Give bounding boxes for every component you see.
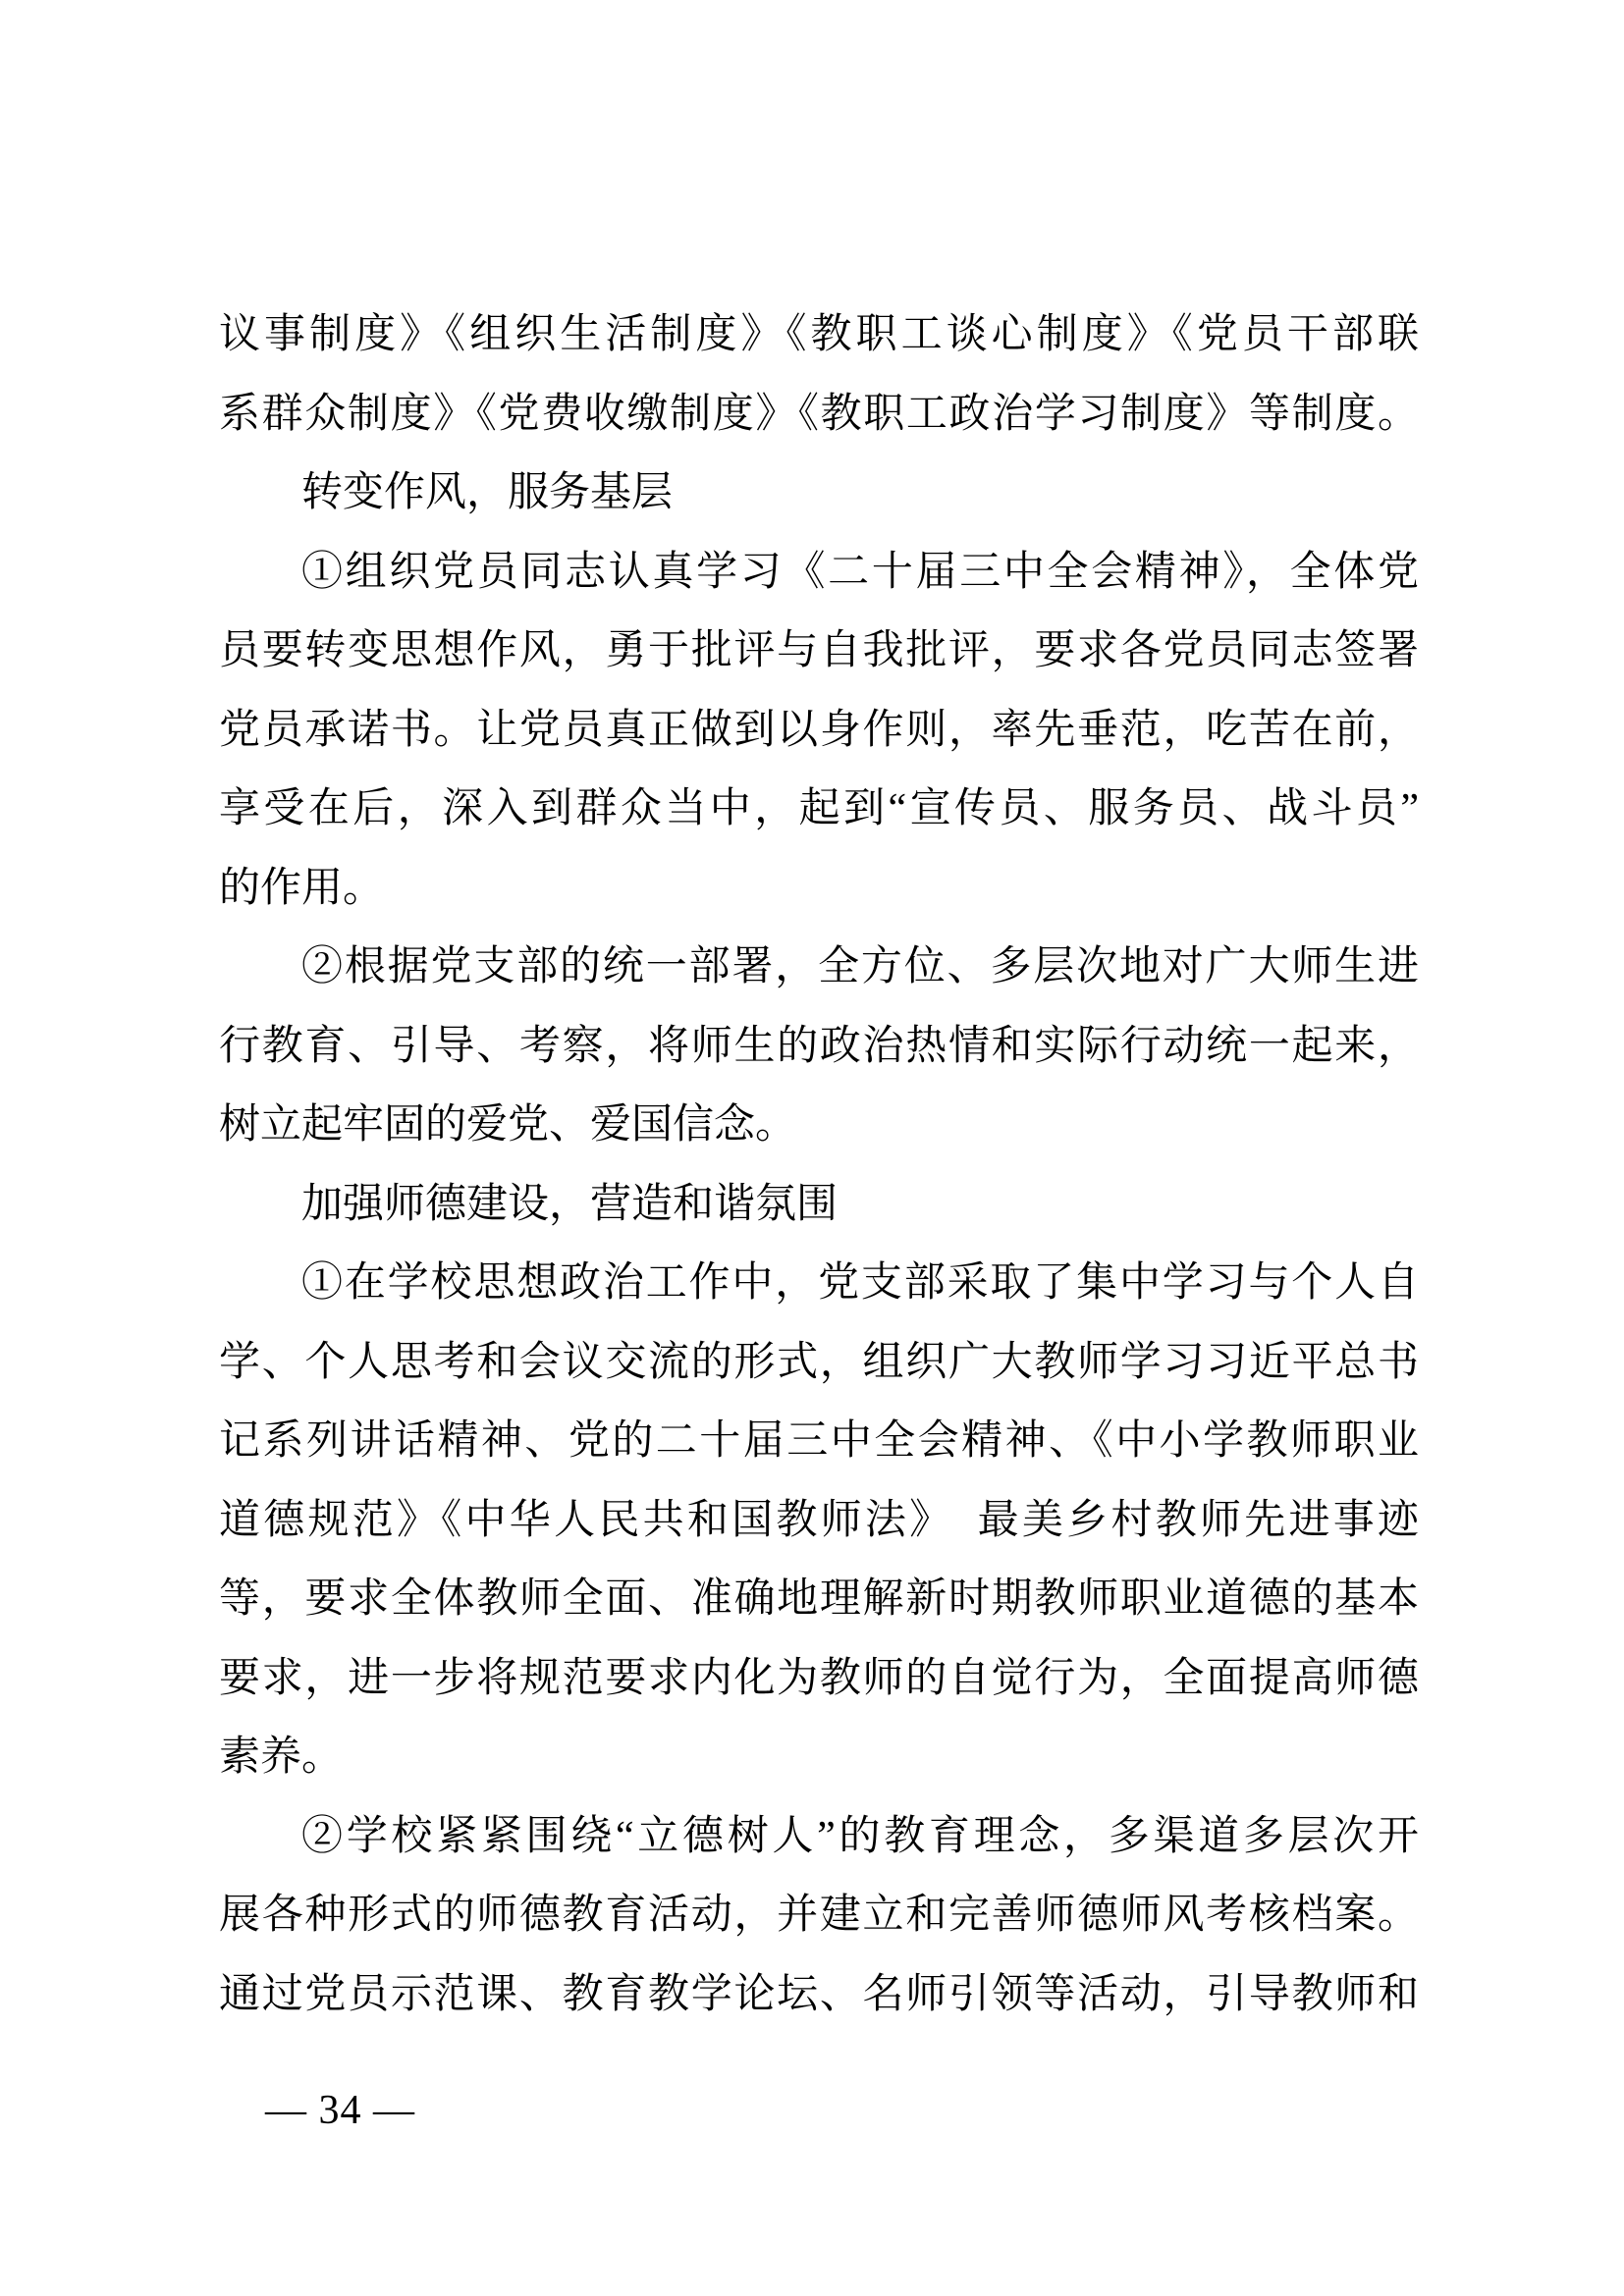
body-line-18: 要求，进一步将规范要求内化为教师的自觉行为，全面提高师德 (219, 1655, 1419, 1701)
body-line-10: 行教育、引导、考察，将师生的政治热情和实际行动统一起来， (219, 1023, 1419, 1069)
body-line-11: 树立起牢固的爱党、爱国信念。 (219, 1102, 797, 1148)
body-line-2: 系群众制度》《党费收缴制度》《教职工政治学习制度》等制度。 (219, 391, 1419, 437)
body-line-21: 展各种形式的师德教育活动，并建立和完善师德师风考核档案。 (219, 1893, 1419, 1938)
body-line-1: 议事制度》《组织生活制度》《教职工谈心制度》《党员干部联 (219, 312, 1419, 357)
document-body (219, 295, 1419, 2034)
body-line-3-subheading: 转变作风，服务基层 (301, 470, 674, 515)
body-line-4: ①组织党员同志认真学习《二十届三中全会精神》，全体党 (301, 549, 1419, 595)
body-line-16: 道德规范》《中华人民共和国教师法》 最美乡村教师先进事迹 (219, 1497, 1419, 1543)
body-line-22: 通过党员示范课、教育教学论坛、名师引领等活动，引导教师和 (219, 1971, 1419, 2017)
body-line-8: 的作用。 (219, 865, 385, 911)
body-line-7: 享受在后，深入到群众当中，起到“宣传员、服务员、战斗员” (219, 786, 1419, 831)
body-line-5: 员要转变思想作风，勇于批评与自我批评，要求各党员同志签署 (219, 628, 1419, 673)
page-footer (265, 2089, 415, 2132)
body-line-15: 记系列讲话精神、党的二十届三中全会精神、《中小学教师职业 (219, 1418, 1419, 1464)
body-line-17: 等，要求全体教师全面、准确地理解新时期教师职业道德的基本 (219, 1576, 1419, 1622)
body-line-13: ①在学校思想政治工作中，党支部采取了集中学习与个人自 (301, 1260, 1419, 1306)
page-number: — 34 — (265, 2088, 415, 2133)
body-line-19: 素养。 (219, 1735, 344, 1780)
body-line-12-subheading: 加强师德建设，营造和谐氛围 (301, 1181, 839, 1227)
body-line-20: ②学校紧紧围绕“立德树人”的教育理念，多渠道多层次开 (301, 1813, 1419, 1859)
body-line-9: ②根据党支部的统一部署，全方位、多层次地对广大师生进 (301, 944, 1419, 989)
body-line-6: 党员承诺书。让党员真正做到以身作则，率先垂范，吃苦在前， (219, 707, 1419, 753)
body-line-14: 学、个人思考和会议交流的形式，组织广大教师学习习近平总书 (219, 1339, 1419, 1385)
